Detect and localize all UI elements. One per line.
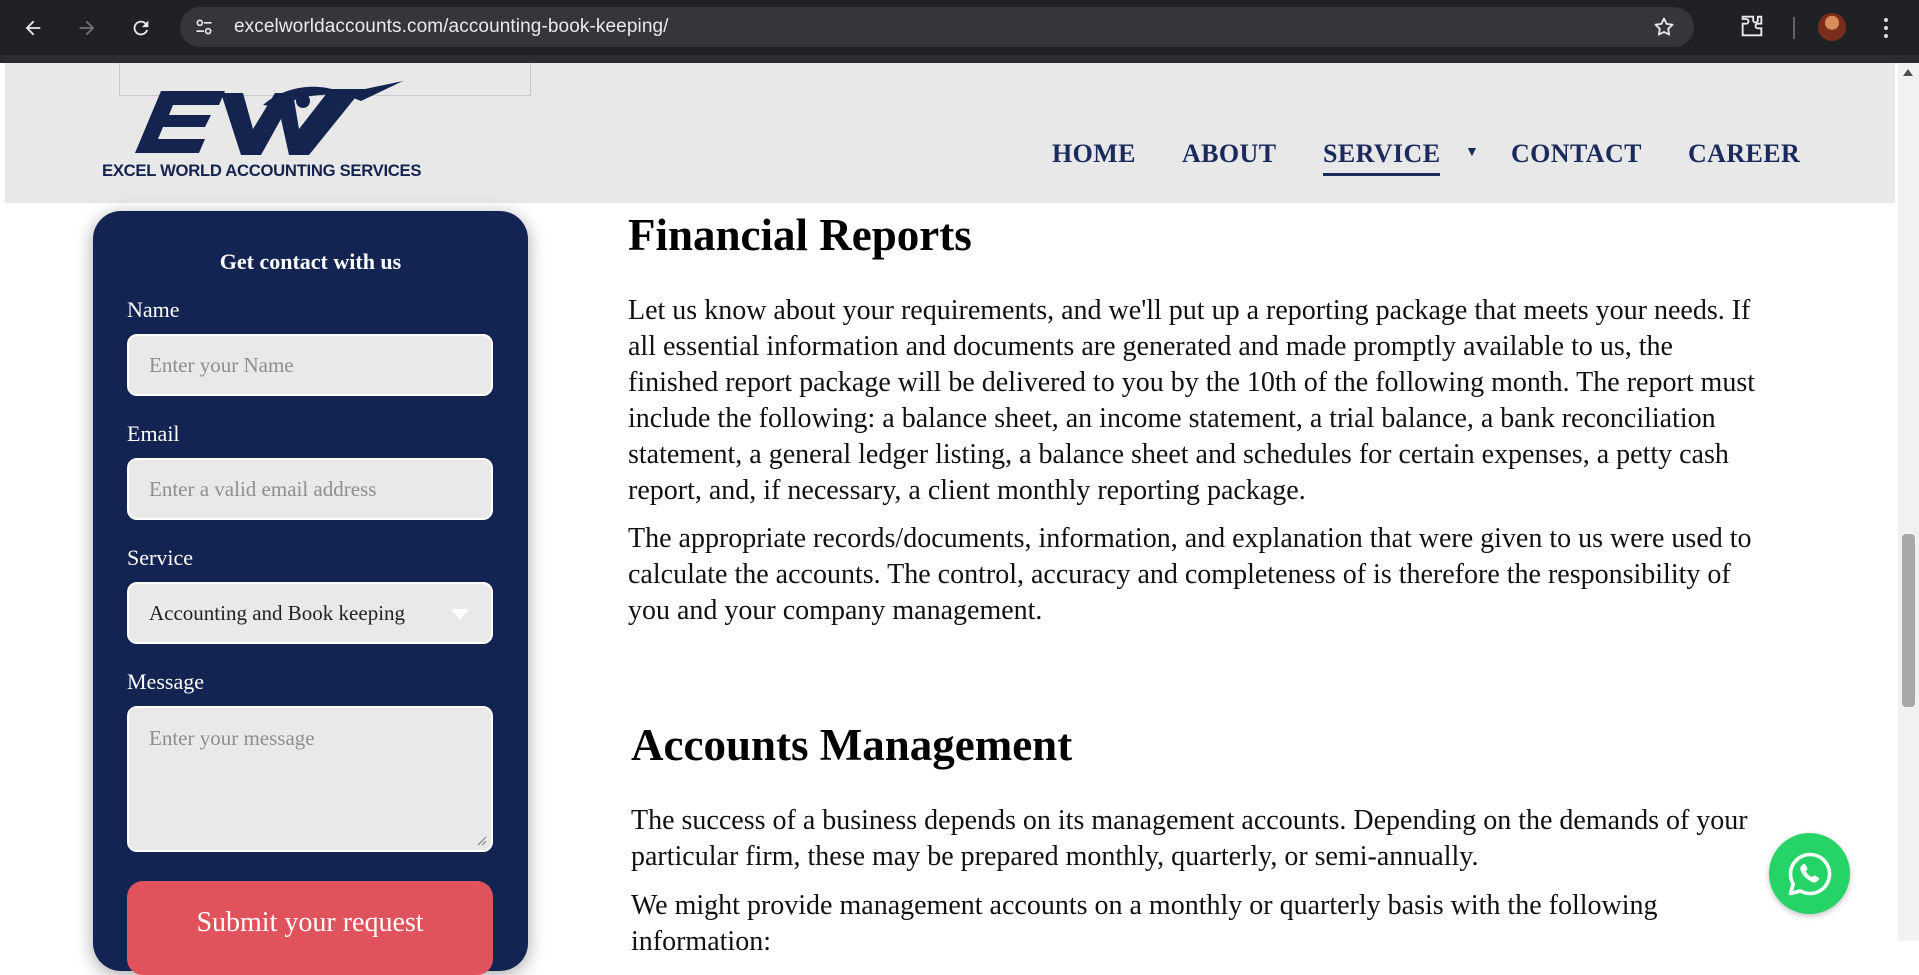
service-dropdown-caret-icon[interactable]: ▼: [1465, 145, 1479, 160]
email-placeholder: Enter a valid email address: [149, 476, 377, 501]
section-title-financial-reports: Financial Reports: [628, 210, 972, 260]
toolbar-divider: [1793, 17, 1795, 39]
whatsapp-icon: [1786, 850, 1834, 898]
financial-reports-paragraph-2: The appropriate records/documents, information, and explanation that were given to us were used to calculate the accounts. The control, accuracy and completeness of is therefore the responsibility of you and your company management.: [628, 523, 1752, 626]
service-select[interactable]: [127, 582, 493, 644]
nav-contact[interactable]: CONTACT: [1511, 139, 1642, 168]
contact-form-card: [93, 211, 528, 971]
resize-handle-icon[interactable]: [475, 834, 487, 846]
browser-toolbar: [0, 0, 1919, 63]
name-label: Name: [127, 297, 180, 322]
site-info-icon[interactable]: [192, 15, 216, 39]
service-label: Service: [127, 545, 193, 570]
bookmark-star-icon[interactable]: [1652, 15, 1676, 39]
company-logo[interactable]: [103, 83, 403, 163]
submit-request-button[interactable]: Submit your request: [127, 881, 493, 975]
scroll-up-arrow-icon[interactable]: [1903, 69, 1913, 76]
message-label: Message: [127, 669, 204, 694]
address-bar[interactable]: [180, 7, 1694, 47]
nav-about[interactable]: ABOUT: [1182, 139, 1277, 168]
nav-home[interactable]: HOME: [1052, 139, 1136, 168]
name-placeholder: Enter your Name: [149, 352, 294, 377]
chevron-down-icon: [451, 609, 469, 620]
whatsapp-chat-button[interactable]: [1769, 833, 1850, 914]
site-header: [5, 63, 1895, 203]
section-title-accounts-management: Accounts Management: [631, 720, 1073, 770]
scrollbar-thumb[interactable]: [1902, 534, 1915, 707]
accounts-management-paragraph-1: The success of a business depends on its management accounts. Depending on the demands of your particular firm, these may be prepared monthly, quarterly, or semi-annually.: [631, 805, 1748, 872]
reload-icon[interactable]: [125, 12, 157, 44]
service-selected-value: Accounting and Book keeping: [149, 600, 406, 625]
name-input[interactable]: [127, 334, 493, 396]
forward-arrow-icon[interactable]: [71, 12, 103, 44]
extensions-icon[interactable]: [1738, 12, 1768, 42]
accounts-management-paragraph-2: We might provide management accounts on a monthly or quarterly basis with the following information:: [631, 890, 1658, 957]
message-placeholder: Enter your message: [149, 726, 315, 750]
logo-wordmark: EXCEL WORLD ACCOUNTING SERVICES: [102, 161, 422, 180]
profile-avatar[interactable]: [1818, 13, 1846, 41]
email-input[interactable]: [127, 458, 493, 520]
financial-reports-paragraph-1: Let us know about your requirements, and we'll put up a reporting package that meets your needs. If all essential information and documents are generated and made promptly available to us, the finished report package will be delivered to you by the 10th of the following month. The report must include the following: a balance sheet, an income statement, a trial balance, a bank reconciliation statement, a general ledger listing, a balance sheet and schedules for certain expenses, a petty cash report, and, if necessary, a client monthly reporting package.: [628, 295, 1755, 506]
message-textarea[interactable]: [127, 706, 493, 852]
form-title: Get contact with us: [219, 249, 402, 274]
page-scrollbar[interactable]: [1898, 63, 1919, 941]
web-page: [0, 63, 1898, 957]
url-text[interactable]: excelworldaccounts.com/accounting-book-keeping/: [234, 16, 669, 37]
back-arrow-icon[interactable]: [17, 12, 49, 44]
nav-service[interactable]: SERVICE: [1323, 139, 1440, 176]
nav-career[interactable]: CAREER: [1688, 139, 1801, 168]
menu-kebab-icon[interactable]: [1876, 12, 1896, 44]
email-label: Email: [127, 421, 180, 446]
